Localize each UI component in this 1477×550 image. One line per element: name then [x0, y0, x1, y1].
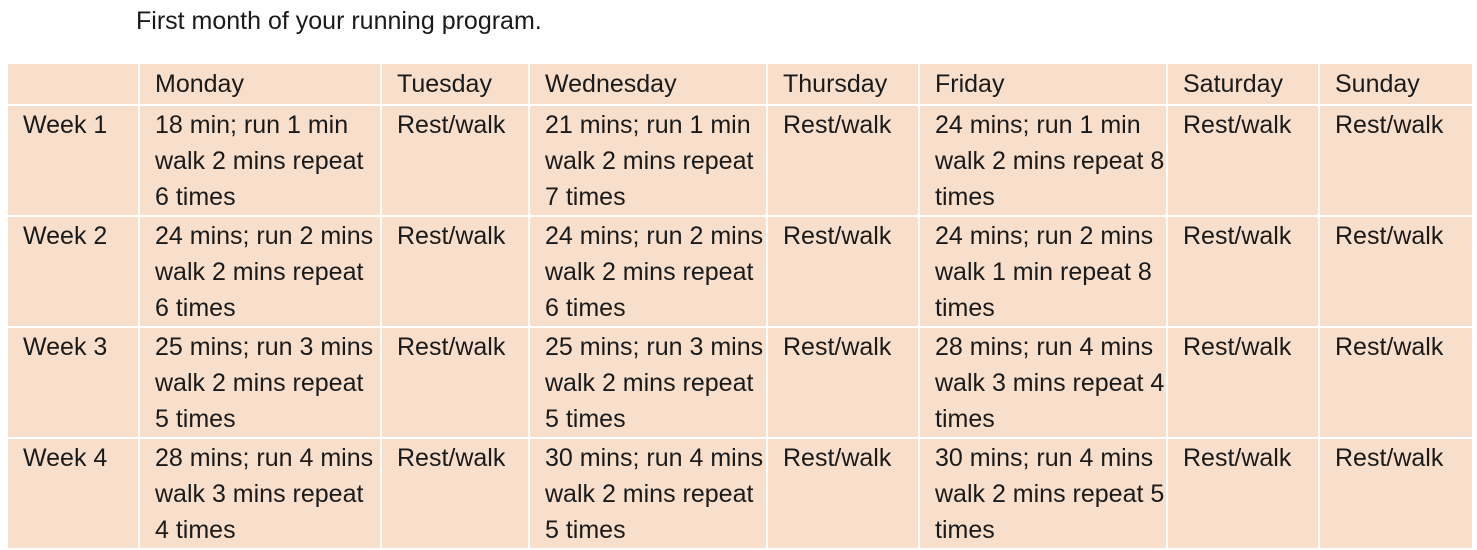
monday-cell: 28 mins; run 4 mins walk 3 mins repeat 4 times [139, 438, 381, 549]
header-cell-monday: Monday [139, 63, 381, 105]
tuesday-cell: Rest/walk [381, 438, 529, 549]
table-row-week-3 [7, 327, 1473, 438]
friday-cell: 28 mins; run 4 mins walk 3 mins repeat 4 times [919, 327, 1167, 438]
wednesday-cell: 30 mins; run 4 mins walk 2 mins repeat 5 times [529, 438, 767, 549]
sunday-cell: Rest/walk [1319, 327, 1473, 438]
thursday-cell: Rest/walk [767, 327, 919, 438]
saturday-cell: Rest/walk [1167, 438, 1319, 549]
header-cell-saturday: Saturday [1167, 63, 1319, 105]
friday-cell: 24 mins; run 2 mins walk 1 min repeat 8 times [919, 216, 1167, 327]
wednesday-cell: 21 mins; run 1 min walk 2 mins repeat 7 times [529, 105, 767, 216]
monday-cell: 24 mins; run 2 mins walk 2 mins repeat 6 times [139, 216, 381, 327]
table-row-week-1 [7, 105, 1473, 216]
week-label: Week 4 [7, 438, 139, 549]
week-label: Week 1 [7, 105, 139, 216]
header-cell-friday: Friday [919, 63, 1167, 105]
header-cell-tuesday: Tuesday [381, 63, 529, 105]
table-row-week-2 [7, 216, 1473, 327]
monday-cell: 18 min; run 1 min walk 2 mins repeat 6 times [139, 105, 381, 216]
friday-cell: 24 mins; run 1 min walk 2 mins repeat 8 times [919, 105, 1167, 216]
header-cell-thursday: Thursday [767, 63, 919, 105]
wednesday-cell: 24 mins; run 2 mins walk 2 mins repeat 6 times [529, 216, 767, 327]
thursday-cell: Rest/walk [767, 216, 919, 327]
week-label: Week 2 [7, 216, 139, 327]
header-cell-sunday: Sunday [1319, 63, 1473, 105]
header-row [7, 63, 1473, 105]
tuesday-cell: Rest/walk [381, 105, 529, 216]
page-caption: First month of your running program. [136, 7, 542, 35]
monday-cell: 25 mins; run 3 mins walk 2 mins repeat 5 times [139, 327, 381, 438]
week-label: Week 3 [7, 327, 139, 438]
saturday-cell: Rest/walk [1167, 216, 1319, 327]
tuesday-cell: Rest/walk [381, 327, 529, 438]
saturday-cell: Rest/walk [1167, 105, 1319, 216]
saturday-cell: Rest/walk [1167, 327, 1319, 438]
wednesday-cell: 25 mins; run 3 mins walk 2 mins repeat 5 times [529, 327, 767, 438]
sunday-cell: Rest/walk [1319, 105, 1473, 216]
running-schedule-table [6, 62, 1474, 550]
header-cell-wednesday: Wednesday [529, 63, 767, 105]
thursday-cell: Rest/walk [767, 438, 919, 549]
sunday-cell: Rest/walk [1319, 216, 1473, 327]
sunday-cell: Rest/walk [1319, 438, 1473, 549]
header-cell-corner [7, 63, 139, 105]
friday-cell: 30 mins; run 4 mins walk 2 mins repeat 5 times [919, 438, 1167, 549]
thursday-cell: Rest/walk [767, 105, 919, 216]
tuesday-cell: Rest/walk [381, 216, 529, 327]
table-row-week-4 [7, 438, 1473, 549]
